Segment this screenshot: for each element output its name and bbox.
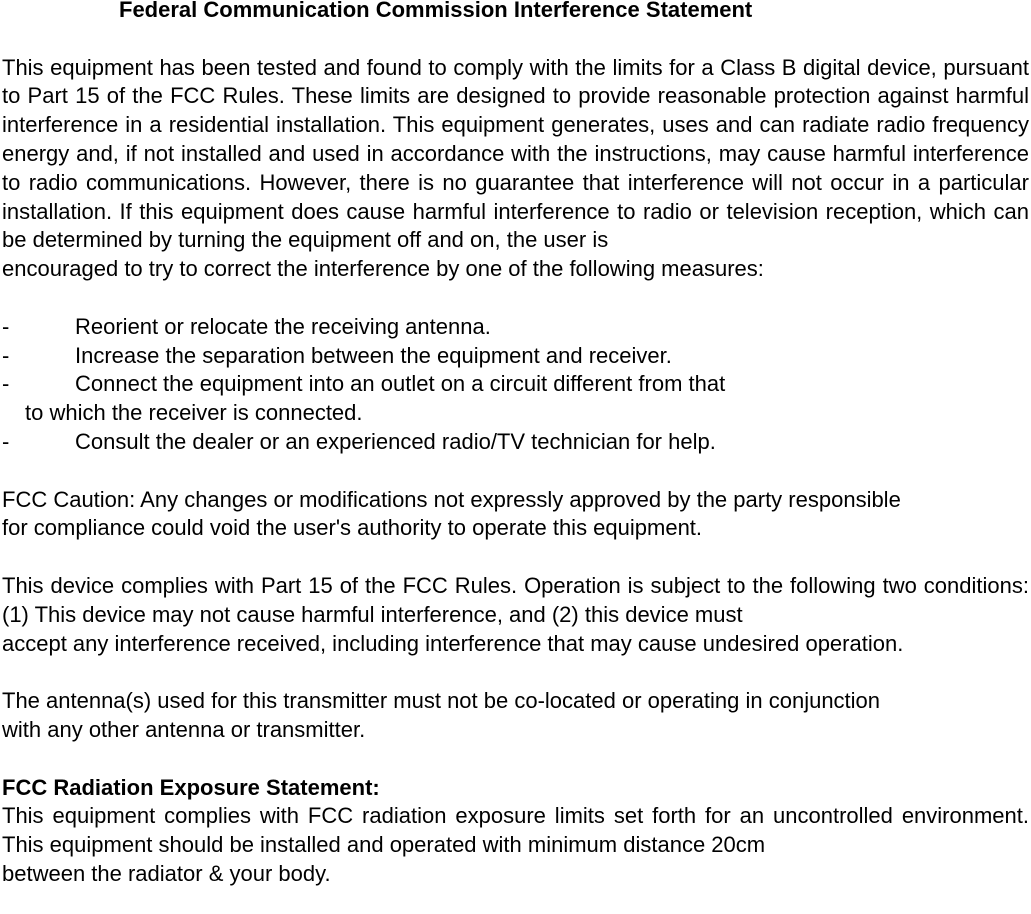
measure-item	[2, 428, 1029, 457]
antenna-paragraph: The antenna(s) used for this transmitter must not be co-located or operating in conjunction	[2, 688, 881, 714]
measure-text: Connect the equipment into an outlet on a circuit different from that	[75, 371, 726, 397]
part15-paragraph: This device complies with Part 15 of the FCC Rules. Operation is subject to the following two conditions: (1) This device may not cause harmful interference, and (2) this device must	[2, 572, 1029, 627]
document-page	[2, 0, 1029, 889]
spacer	[2, 284, 1029, 313]
radiation-paragraph: This equipment complies with FCC radiation exposure limits set forth for an uncontrolled environment. This equipment should be installed and operated with minimum distance 20cm	[2, 803, 1029, 858]
spacer	[2, 457, 1029, 486]
intro-paragraph: This equipment has been tested and found to comply with the limits for a Class B digital device, pursuant to Part 15 of the FCC Rules. These limits are designed to provide reasonable protection against harmful interference in a residential installation. This equipment generates, uses and can radiate radio frequency energy and, if not installed and used in accordance with the instructions, may cause harmful interference to radio communications. However, there is no guarantee that interference will not occur in a particular installation. If this equipment does cause harmful interference to radio or television reception, which can be determined by turning the equipment off and on, the user is	[2, 54, 1029, 253]
measure-continuation: to which the receiver is connected.	[25, 400, 363, 426]
measure-item	[2, 342, 1029, 371]
measure-item	[2, 370, 1029, 399]
measure-text: Increase the separation between the equipment and receiver.	[75, 342, 672, 368]
spacer	[2, 658, 1029, 687]
measure-text: Reorient or relocate the receiving antenna.	[75, 313, 491, 339]
intro-paragraph-last-line: encouraged to try to correct the interference by one of the following measures:	[2, 256, 764, 282]
radiation-heading: FCC Radiation Exposure Statement:	[2, 774, 380, 800]
measure-text: Consult the dealer or an experienced radio/TV technician for help.	[75, 428, 716, 454]
spacer	[2, 745, 1029, 774]
dash-marker: -	[2, 428, 10, 454]
dash-marker: -	[2, 342, 10, 368]
spacer	[2, 543, 1029, 572]
radiation-paragraph-last-line: between the radiator & your body.	[2, 860, 331, 886]
antenna-paragraph-last-line: with any other antenna or transmitter.	[2, 716, 366, 742]
part15-paragraph-last-line: accept any interference received, including interference that may cause undesired operation.	[2, 630, 904, 656]
spacer	[2, 25, 1029, 54]
dash-marker: -	[2, 371, 10, 397]
measure-item	[2, 313, 1029, 342]
caution-paragraph-last-line: for compliance could void the user's authority to operate this equipment.	[2, 515, 703, 541]
caution-paragraph: FCC Caution: Any changes or modifications not expressly approved by the party responsible	[2, 486, 901, 512]
document-title: Federal Communication Commission Interference Statement	[119, 0, 753, 22]
dash-marker: -	[2, 313, 10, 339]
